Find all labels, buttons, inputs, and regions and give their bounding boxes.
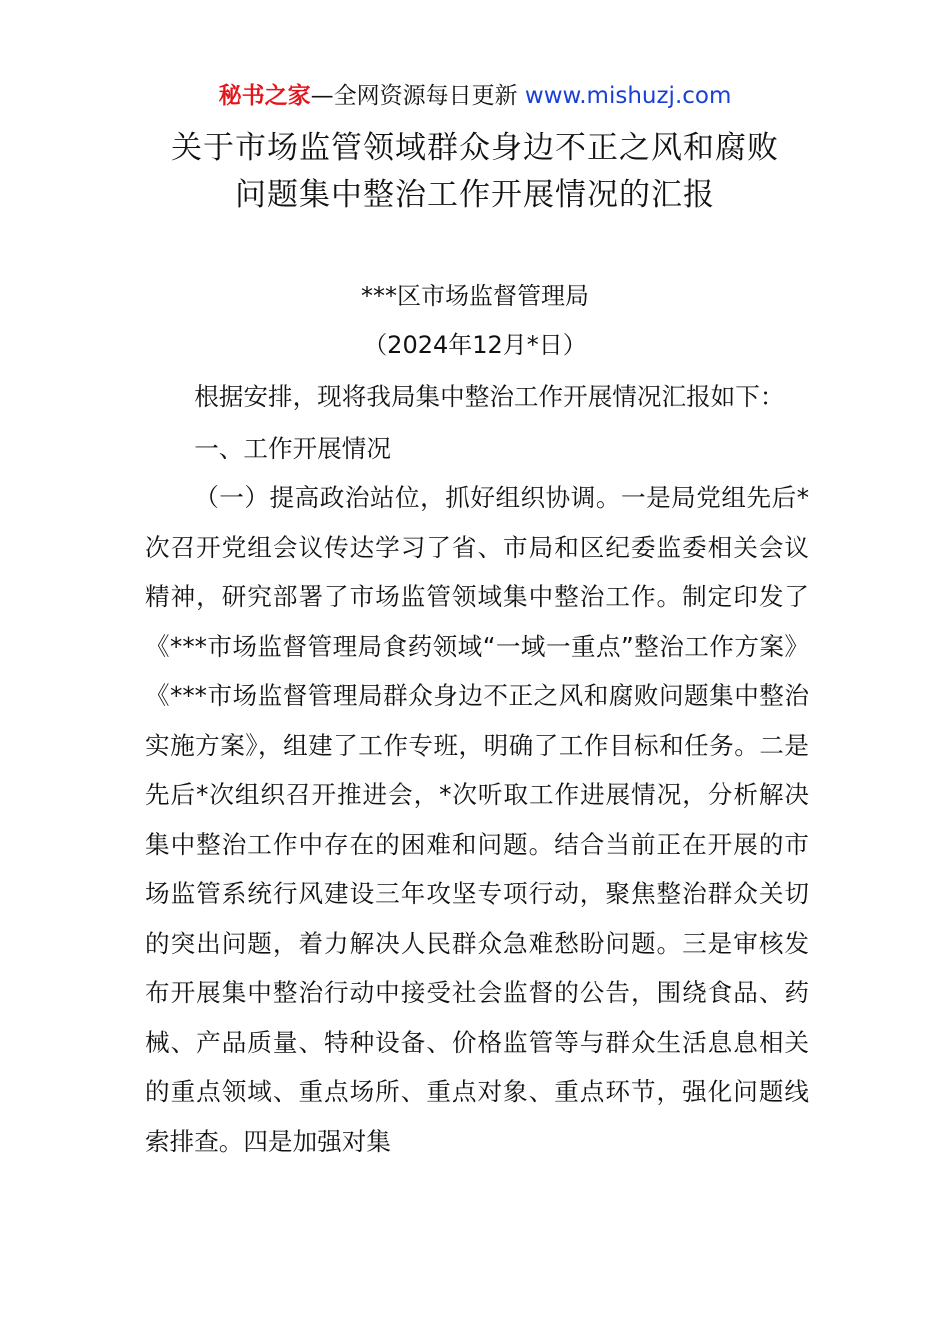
site-header (0, 78, 950, 114)
document-title-line-1: 关于市场监管领域群众身边不正之风和腐败 (171, 130, 779, 166)
site-url-link[interactable]: www.mishuzj.com (524, 83, 732, 109)
intro-paragraph: 根据安排，现将我局集中整治工作开展情况汇报如下： (194, 382, 785, 411)
brand-name: 秘书之家 (218, 83, 311, 109)
document-body (145, 372, 809, 1166)
section-heading-1: 一、工作开展情况 (194, 433, 391, 463)
body-paragraph: （一）提高政治站位，抓好组织协调。一是局党组先后*次召开党组会议传达学习了省、市局和区纪委监委相关会议精神，研究部署了市场监管领域集中整治工作。制定印发了《***市场监督管理局食药领域“一域一重点”整治工作方案》《***市场监督管理局群众身边不正之风和腐败问题集中整治实施方案》，组建了工作专班，明确了工作目标和任务。二是先后*次组织召开推进会，*次听取工作进展情况，分析解决集中整治工作中存在的困难和问题。结合当前正在开展的市场监管系统行风建设三年攻坚专项行动，聚焦整治群众关切的突出问题，着力解决人民群众急难愁盼问题。三是审核发布开展集中整治行动中接受社会监督的公告，围绕食品、药械、产品质量、特种设备、价格监管等与群众生活息息相关的重点领域、重点场所、重点对象、重点环节，强化问题线索排查。四是加强对集 (145, 483, 809, 1156)
issuer-name: ***区市场监督管理局 (361, 282, 589, 310)
header-tagline: —全网资源每日更新 (310, 83, 525, 109)
report-date: （2024年12月*日） (363, 331, 587, 359)
document-title-line-2: 问题集中整治工作开展情况的汇报 (235, 177, 715, 213)
